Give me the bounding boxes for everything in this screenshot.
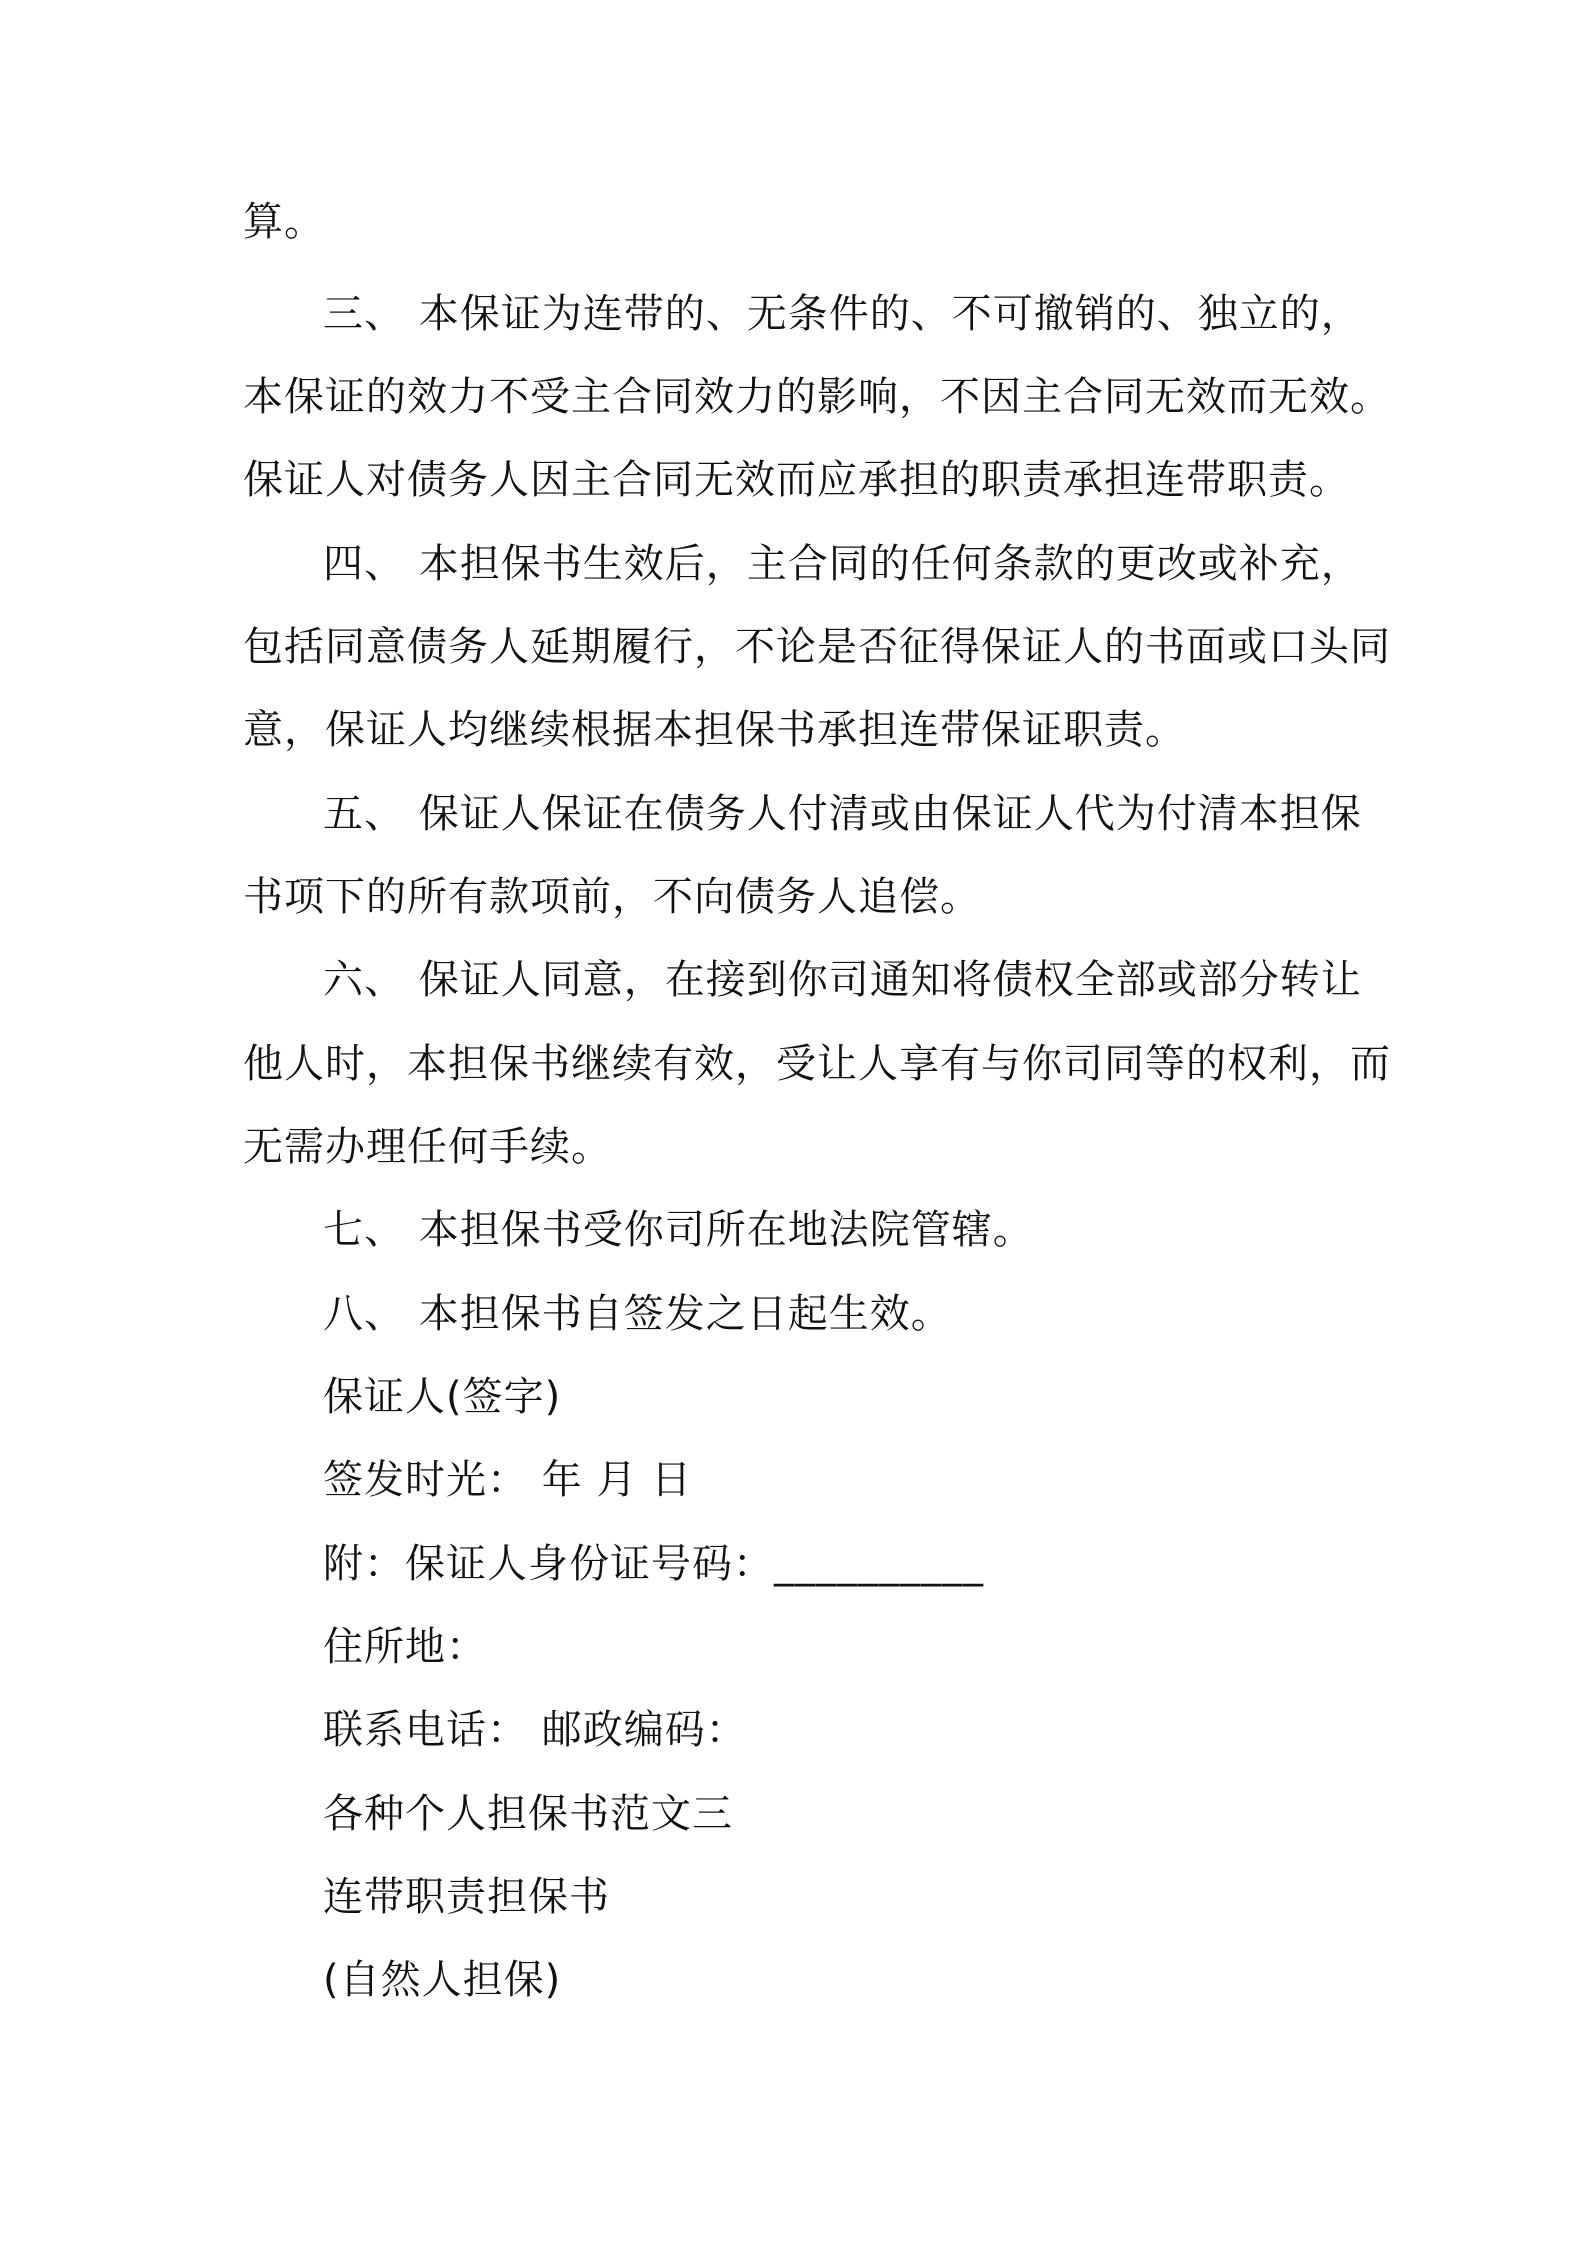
clause-5-line-1: 五、 保证人保证在债务人付清或由保证人代为付清本担保: [323, 791, 1362, 837]
clause-6-line-2: 他人时，本担保书继续有效，受让人享有与你司同等的权利，而: [243, 1041, 1391, 1087]
natural-person-line: (自然人担保): [323, 1957, 562, 2003]
clause-3-line-3: 保证人对债务人因主合同无效而应承担的职责承担连带职责。: [243, 457, 1350, 503]
clause-3-line-1: 三、 本保证为连带的、无条件的、不可撤销的、独立的，: [323, 291, 1362, 337]
sample-title-line: 各种个人担保书范文三: [323, 1791, 733, 1837]
id-number-line: 附：保证人身份证号码：__________: [323, 1541, 984, 1587]
clause-3-line-2: 本保证的效力不受主合同效力的影响，不因主合同无效而无效。: [243, 374, 1391, 420]
clause-4-line-2: 包括同意债务人延期履行，不论是否征得保证人的书面或口头同: [243, 624, 1391, 670]
contact-line: 联系电话： 邮政编码：: [323, 1707, 747, 1753]
clause-6-line-3: 无需办理任何手续。: [243, 1124, 612, 1170]
clause-4-line-3: 意，保证人均继续根据本担保书承担连带保证职责。: [243, 707, 1186, 753]
text-line-1: 算。: [243, 199, 325, 245]
address-line: 住所地：: [323, 1624, 487, 1670]
clause-5-line-2: 书项下的所有款项前，不向债务人追偿。: [243, 874, 981, 920]
clause-4-line-1: 四、 本担保书生效后，主合同的任何条款的更改或补充，: [323, 541, 1362, 587]
guarantor-signature-line: 保证人(签字): [323, 1374, 562, 1420]
clause-6-line-1: 六、 保证人同意，在接到你司通知将债权全部或部分转让: [323, 957, 1362, 1003]
issue-date-line: 签发时光： 年 月 日: [323, 1457, 693, 1503]
clause-8-line: 八、 本担保书自签发之日起生效。: [323, 1291, 952, 1337]
clause-7-line: 七、 本担保书受你司所在地法院管辖。: [323, 1207, 1034, 1253]
guarantee-title-line: 连带职责担保书: [323, 1874, 610, 1920]
